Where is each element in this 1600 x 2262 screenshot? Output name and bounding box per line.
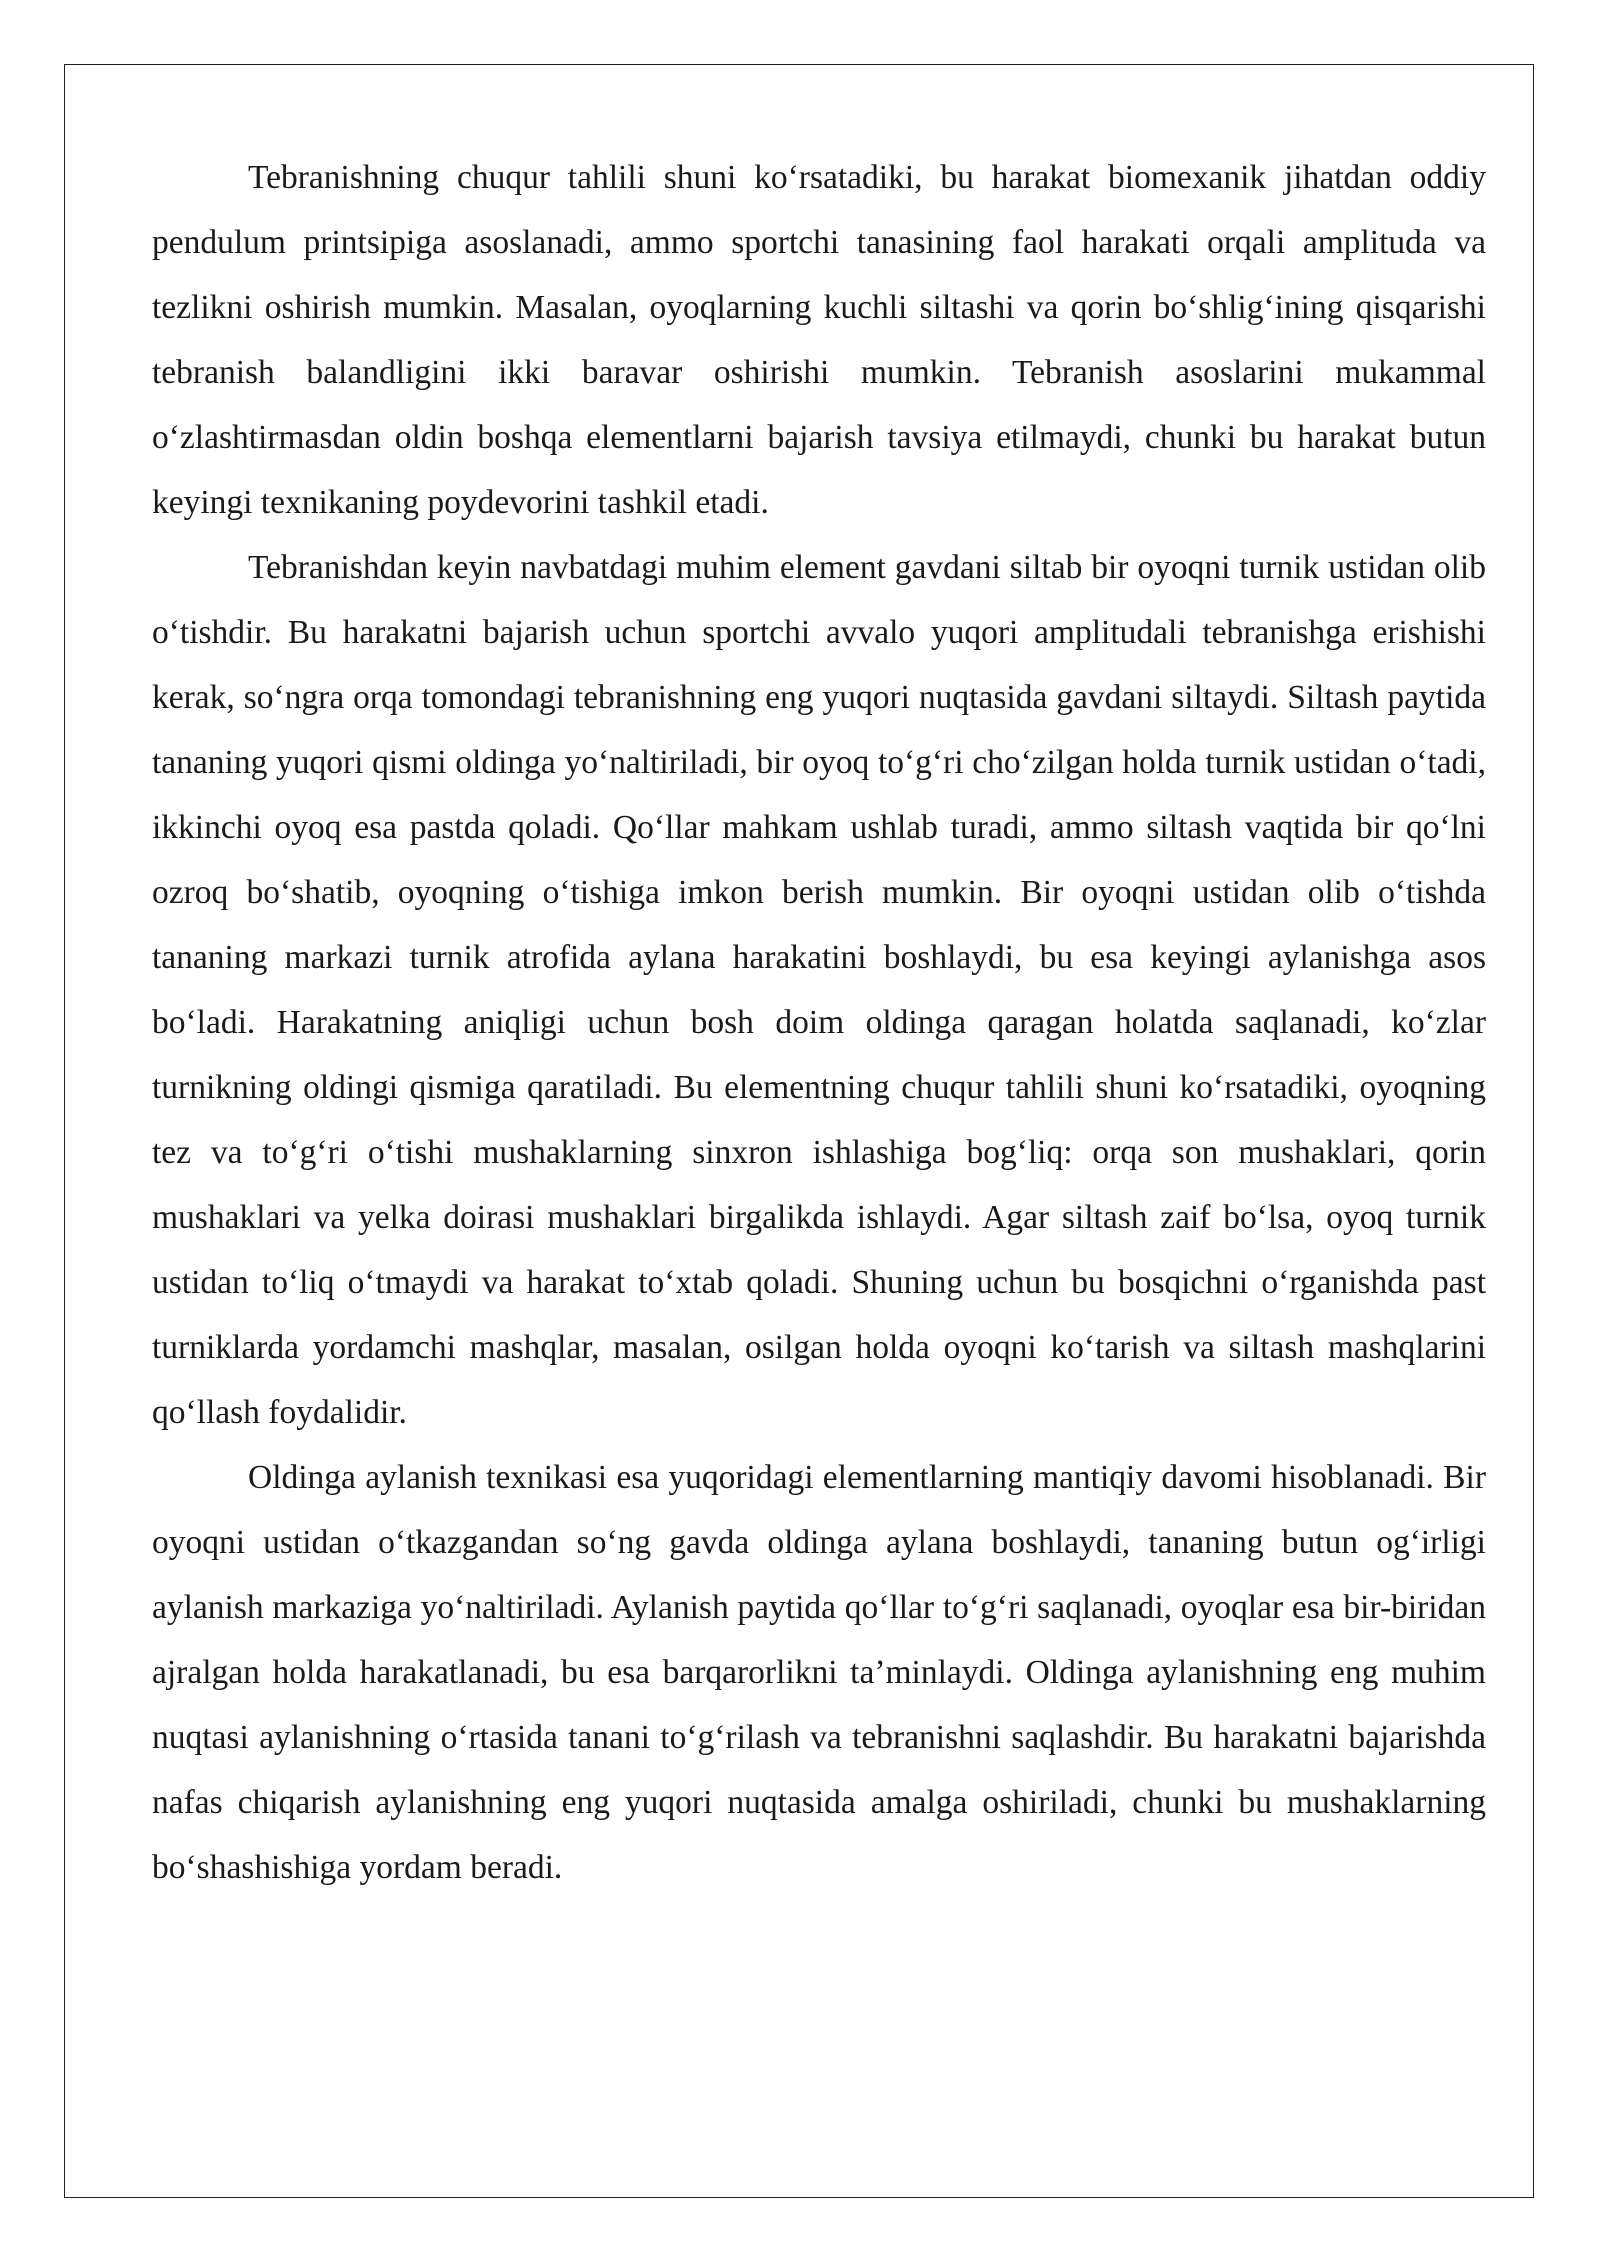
paragraph-forward-rotation: Oldinga aylanish texnikasi esa yuqoridagi elementlarning mantiqiy davomi hisoblanadi. Bir oyoqni ustidan oʻtkazgandan soʻng gavda oldinga aylana boshlaydi, tananing butun ogʻirligi aylanish markaziga yoʻnaltiriladi. Aylanish paytida qoʻllar toʻgʻri saqlanadi, oyoqlar esa bir-biridan ajralgan holda harakatlanadi, bu esa barqarorlikni taʼminlaydi. Oldinga aylanishning eng muhim nuqtasi aylanishning oʻrtasida tanani toʻgʻrilash va tebranishni saqlashdir. Bu harakatni bajarishda nafas chiqarish aylanishning eng yuqori nuqtasida amalga oshiriladi, chunki bu mushaklarning boʻshashishiga yordam beradi. <box>152 1459 1486 1886</box>
paragraph-swing-analysis: Tebranishning chuqur tahlili shuni koʻrsatadiki, bu harakat biomexanik jihatdan oddiy pendulum printsipiga asoslanadi, ammo sportchi tanasining faol harakati orqali amplituda va tezlikni oshirish mumkin. Masalan, oyoqlarning kuchli siltashi va qorin boʻshligʻining qisqarishi tebranish balandligini ikki baravar oshirishi mumkin. Tebranish asoslarini mukammal oʻzlashtirmasdan oldin boshqa elementlarni bajarish tavsiya etilmaydi, chunki bu harakat butun keyingi texnikaning poydevorini tashkil etadi. <box>152 159 1486 521</box>
document-body <box>152 145 1486 1900</box>
paragraph-leg-over-bar: Tebranishdan keyin navbatdagi muhim element gavdani siltab bir oyoqni turnik ustidan olib oʻtishdir. Bu harakatni bajarish uchun sportchi avvalo yuqori amplitudali tebranishga erishishi kerak, soʻngra orqa tomondagi tebranishning eng yuqori nuqtasida gavdani siltaydi. Siltash paytida tananing yuqori qismi oldinga yoʻnaltiriladi, bir oyoq toʻgʻri choʻzilgan holda turnik ustidan oʻtadi, ikkinchi oyoq esa pastda qoladi. Qoʻllar mahkam ushlab turadi, ammo siltash vaqtida bir qoʻlni ozroq boʻshatib, oyoqning oʻtishiga imkon berish mumkin. Bir oyoqni ustidan olib oʻtishda tananing markazi turnik atrofida aylana harakatini boshlaydi, bu esa keyingi aylanishga asos boʻladi. Harakatning aniqligi uchun bosh doim oldinga qaragan holatda saqlanadi, koʻzlar turnikning oldingi qismiga qaratiladi. Bu elementning chuqur tahlili shuni koʻrsatadiki, oyoqning tez va toʻgʻri oʻtishi mushaklarning sinxron ishlashiga bogʻliq: orqa son mushaklari, qorin mushaklari va yelka doirasi mushaklari birgalikda ishlaydi. Agar siltash zaif boʻlsa, oyoq turnik ustidan toʻliq oʻtmaydi va harakat toʻxtab qoladi. Shuning uchun bu bosqichni oʻrganishda past turniklarda yordamchi mashqlar, masalan, osilgan holda oyoqni koʻtarish va siltash mashqlarini qoʻllash foydalidir. <box>152 549 1486 1431</box>
